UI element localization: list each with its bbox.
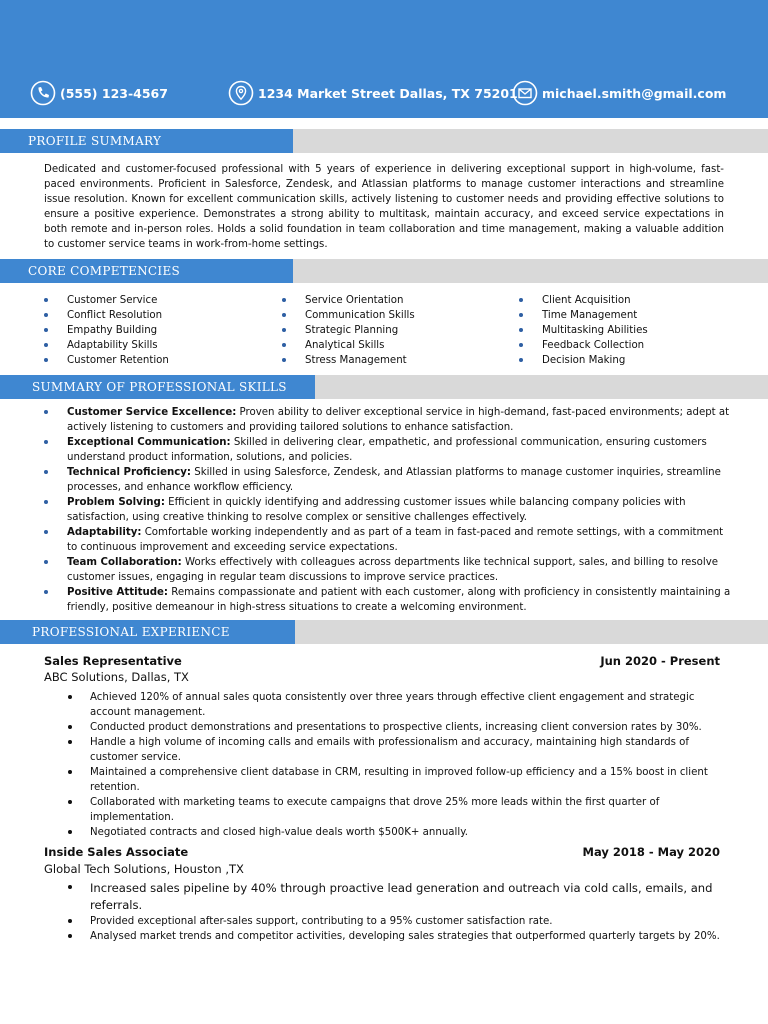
phone-text: (555) 123-4567 bbox=[60, 85, 168, 101]
section-profile-summary bbox=[0, 129, 768, 153]
skill-text: Efficient in quickly identifying and addressing customer issues while balancing company policies with satisfaction, using creative thinking to resolve complex or sensitive challenges effectively. bbox=[67, 497, 686, 523]
skill-label: Team Collaboration: bbox=[67, 557, 182, 568]
duty-item: Negotiated contracts and closed high-value deals worth $500K+ annually. bbox=[66, 825, 726, 840]
skill-text: Remains compassionate and patient with each customer, along with proficiency in consistently maintaining a friendly, positive demeanour in high-stress situations to create a welcoming environment. bbox=[67, 587, 731, 613]
competency-item: Strategic Planning bbox=[282, 323, 415, 338]
skill-item bbox=[44, 495, 734, 525]
skill-label: Problem Solving: bbox=[67, 497, 165, 508]
duty-item: Maintained a comprehensive client database in CRM, resulting in improved follow-up efficiency and a 15% boost in client retention. bbox=[66, 765, 726, 795]
job-company: ABC Solutions, Dallas, TX bbox=[44, 670, 189, 684]
job-duties bbox=[66, 690, 726, 840]
job-title: Sales Representative bbox=[44, 654, 182, 668]
skill-text: Skilled in delivering clear, empathetic, and professional communication, ensuring customers understand product information, solutions, and policies. bbox=[67, 437, 707, 463]
skill-label: Adaptability: bbox=[67, 527, 142, 538]
section-core-competencies bbox=[0, 259, 768, 283]
duty-item: Conducted product demonstrations and presentations to prospective clients, increasing client conversion rates by 30%. bbox=[66, 720, 726, 735]
duty-item: Increased sales pipeline by 40% through proactive lead generation and outreach via cold calls, emails, and referrals. bbox=[66, 880, 726, 914]
job-company: Global Tech Solutions, Houston ,TX bbox=[44, 862, 244, 876]
profile-summary-text: Dedicated and customer-focused professional with 5 years of experience in delivering exceptional support in high-volume, fast-paced environments. Proficient in Salesforce, Zendesk, and Atlassian platforms to manage customer interactions and streamline issue resolution. Known for excellent communication skills, actively listening to customer needs and providing effective solutions to ensure a positive experience. Demonstrates a strong ability to multitask, maintain accuracy, and exceed service expectations in both remote and in-person roles. Holds a solid foundation in team collaboration and time management, making a valuable addition to customer service teams in work-from-home settings. bbox=[44, 164, 724, 250]
competency-item: Analytical Skills bbox=[282, 338, 415, 353]
competency-item: Adaptability Skills bbox=[44, 338, 169, 353]
competency-item: Communication Skills bbox=[282, 308, 415, 323]
section-professional-skills bbox=[0, 375, 768, 399]
skill-label: Customer Service Excellence: bbox=[67, 407, 237, 418]
skill-item bbox=[44, 435, 734, 465]
competency-item: Conflict Resolution bbox=[44, 308, 169, 323]
competency-item: Customer Retention bbox=[44, 353, 169, 368]
competency-item: Empathy Building bbox=[44, 323, 169, 338]
skill-item bbox=[44, 405, 734, 435]
section-title: PROFESSIONAL EXPERIENCE bbox=[0, 620, 295, 644]
email-text: michael.smith@gmail.com bbox=[542, 85, 727, 101]
duty-item: Provided exceptional after-sales support, contributing to a 95% customer satisfaction rate. bbox=[66, 914, 726, 929]
skill-text: Comfortable working independently and as part of a team in fast-paced and remote settings, with a commitment to continuous improvement and exceeding service expectations. bbox=[67, 527, 724, 553]
skill-text: Skilled in using Salesforce, Zendesk, and Atlassian platforms to manage customer inquiries, streamline processes, and enhance workflow efficiency. bbox=[67, 467, 721, 493]
section-title: PROFILE SUMMARY bbox=[0, 129, 293, 153]
header-banner bbox=[0, 0, 768, 118]
skill-label: Exceptional Communication: bbox=[67, 437, 231, 448]
competency-item: Client Acquisition bbox=[519, 293, 648, 308]
competency-item: Multitasking Abilities bbox=[519, 323, 648, 338]
contact-email[interactable] bbox=[512, 80, 726, 106]
competency-item: Time Management bbox=[519, 308, 648, 323]
competency-item: Decision Making bbox=[519, 353, 648, 368]
skill-item bbox=[44, 585, 734, 615]
competency-item: Service Orientation bbox=[282, 293, 415, 308]
skill-label: Technical Proficiency: bbox=[67, 467, 191, 478]
duty-item: Collaborated with marketing teams to execute campaigns that drove 25% more leads within the first quarter of implementation. bbox=[66, 795, 726, 825]
skill-item bbox=[44, 465, 734, 495]
competency-item: Feedback Collection bbox=[519, 338, 648, 353]
skill-text: Proven ability to deliver exceptional service in high-demand, fast-paced environments; adept at actively listening to customers and providing tailored solutions to enhance satisfaction. bbox=[67, 407, 730, 433]
skill-text: Works effectively with colleagues across departments like technical support, sales, and billing to resolve customer issues, engaging in regular team discussions to improve service practices. bbox=[67, 557, 718, 583]
envelope-icon bbox=[512, 80, 538, 106]
duty-item: Analysed market trends and competitor activities, developing sales strategies that outperformed quarterly targets by 20%. bbox=[66, 929, 726, 944]
section-title: CORE COMPETENCIES bbox=[0, 259, 293, 283]
competency-column-2 bbox=[282, 293, 415, 368]
section-professional-experience bbox=[0, 620, 768, 644]
job-dates: Jun 2020 - Present bbox=[600, 654, 720, 668]
skills-list bbox=[44, 405, 734, 615]
competency-item: Customer Service bbox=[44, 293, 169, 308]
job-duties bbox=[66, 880, 726, 944]
competency-item: Stress Management bbox=[282, 353, 415, 368]
contact-phone[interactable] bbox=[30, 80, 168, 106]
section-title: SUMMARY OF PROFESSIONAL SKILLS bbox=[0, 375, 315, 399]
contact-address[interactable] bbox=[228, 80, 518, 106]
job-dates: May 2018 - May 2020 bbox=[582, 845, 720, 859]
skill-label: Positive Attitude: bbox=[67, 587, 168, 598]
phone-icon bbox=[30, 80, 56, 106]
skill-item bbox=[44, 525, 734, 555]
location-pin-icon bbox=[228, 80, 254, 106]
duty-item: Handle a high volume of incoming calls and emails with professionalism and accuracy, maintaining high standards of customer service. bbox=[66, 735, 726, 765]
competency-column-3 bbox=[519, 293, 648, 368]
skill-item bbox=[44, 555, 734, 585]
job-title: Inside Sales Associate bbox=[44, 845, 189, 859]
address-text: 1234 Market Street Dallas, TX 75201 bbox=[258, 85, 518, 101]
duty-item: Achieved 120% of annual sales quota consistently over three years through effective client engagement and strategic account management. bbox=[66, 690, 726, 720]
competency-column-1 bbox=[44, 293, 169, 368]
